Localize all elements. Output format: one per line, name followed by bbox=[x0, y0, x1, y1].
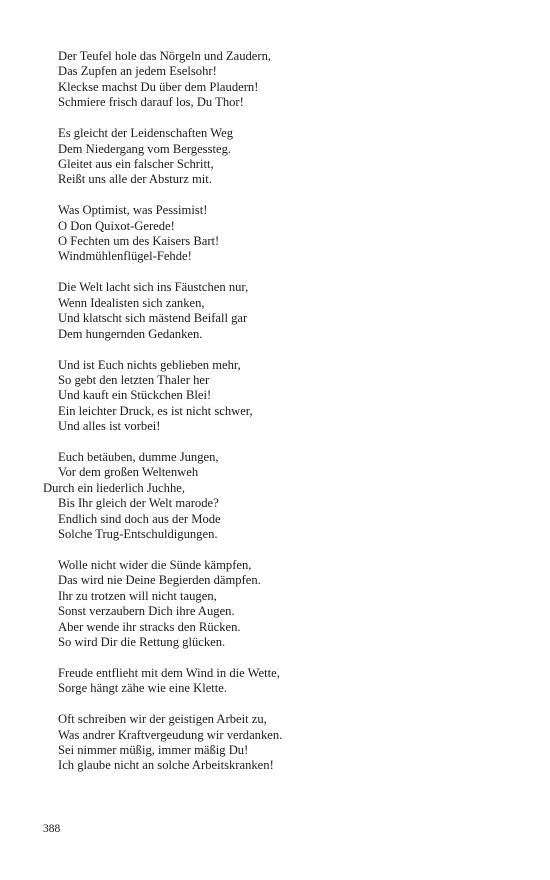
poem-line: Wolle nicht wider die Sünde kämpfen, bbox=[58, 557, 252, 572]
poem-line: Und ist Euch nichts geblieben mehr, bbox=[58, 357, 241, 372]
poem-line: Sei nimmer müßig, immer mäßig Du! bbox=[58, 743, 249, 758]
stanza bbox=[58, 49, 528, 111]
page-number: 388 bbox=[43, 823, 61, 835]
poem-line: Kleckse machst Du über dem Plaudern! bbox=[58, 79, 259, 94]
poem-line: Bis Ihr gleich der Welt marode? bbox=[58, 496, 219, 511]
poem-line: Die Welt lacht sich ins Fäustchen nur, bbox=[58, 280, 249, 295]
poem-line: Durch ein liederlich Juchhe, bbox=[43, 480, 185, 495]
poem-line: Aber wende ihr stracks den Rücken. bbox=[58, 619, 241, 634]
poem-line: Dem Niedergang vom Bergessteg. bbox=[58, 141, 232, 156]
poem-line: O Fechten um des Kaisers Bart! bbox=[58, 234, 220, 249]
poem-line: Das wird nie Deine Begierden dämpfen. bbox=[58, 573, 261, 588]
poem-line: Oft schreiben wir der geistigen Arbeit zu, bbox=[58, 712, 267, 727]
poem-line: Und alles ist vorbei! bbox=[58, 419, 161, 434]
poem-line: Endlich sind doch aus der Mode bbox=[58, 511, 221, 526]
poem-line: Schmiere frisch darauf los, Du Thor! bbox=[58, 95, 244, 110]
poem-line: Was andrer Kraftvergeudung wir verdanken. bbox=[58, 727, 283, 742]
poem-line: Und klatscht sich mästend Beifall gar bbox=[58, 311, 248, 326]
stanza bbox=[58, 126, 528, 188]
poem-line: Ein leichter Druck, es ist nicht schwer, bbox=[58, 403, 253, 418]
stanza bbox=[58, 203, 528, 265]
poem-line: Solche Trug-Entschuldigungen. bbox=[58, 527, 218, 542]
poem-line: Was Optimist, was Pessimist! bbox=[58, 203, 208, 218]
poem-line: Ich glaube nicht an solche Arbeitskranken! bbox=[58, 758, 274, 773]
stanza bbox=[58, 712, 528, 774]
poem bbox=[43, 49, 528, 789]
poem-line: O Don Quixot-Gerede! bbox=[58, 218, 175, 233]
poem-line: Ihr zu trotzen will nicht taugen, bbox=[58, 588, 217, 603]
poem-line: Reißt uns alle der Absturz mit. bbox=[58, 172, 212, 187]
poem-line: Sorge hängt zähe wie eine Klette. bbox=[58, 681, 228, 696]
poem-line: Es gleicht der Leidenschaften Weg bbox=[58, 126, 233, 141]
poem-line: Der Teufel hole das Nörgeln und Zaudern, bbox=[58, 49, 272, 63]
poem-line: Und kauft ein Stückchen Blei! bbox=[58, 388, 212, 403]
poem-line: Freude entflieht mit dem Wind in die Wette, bbox=[58, 665, 280, 680]
stanza bbox=[58, 558, 528, 650]
poem-line: Euch betäuben, dumme Jungen, bbox=[58, 450, 219, 465]
stanza bbox=[58, 280, 528, 342]
poem-line: Dem hungernden Gedanken. bbox=[58, 326, 203, 341]
poem-line: Windmühlenflügel-Fehde! bbox=[58, 249, 192, 264]
poem-line: Sonst verzaubern Dich ihre Augen. bbox=[58, 604, 235, 619]
poem-line: So wird Dir die Rettung glücken. bbox=[58, 635, 226, 649]
stanza bbox=[58, 666, 528, 697]
poem-line: Gleitet aus ein falscher Schritt, bbox=[58, 156, 214, 171]
poem-line: Vor dem großen Weltenweh bbox=[58, 465, 199, 480]
stanza bbox=[58, 358, 528, 435]
poem-line: So gebt den letzten Thaler her bbox=[58, 372, 210, 387]
poem-line: Wenn Idealisten sich zanken, bbox=[58, 295, 205, 310]
poem-line: Das Zupfen an jedem Eselsohr! bbox=[58, 64, 217, 79]
stanza bbox=[43, 450, 528, 542]
